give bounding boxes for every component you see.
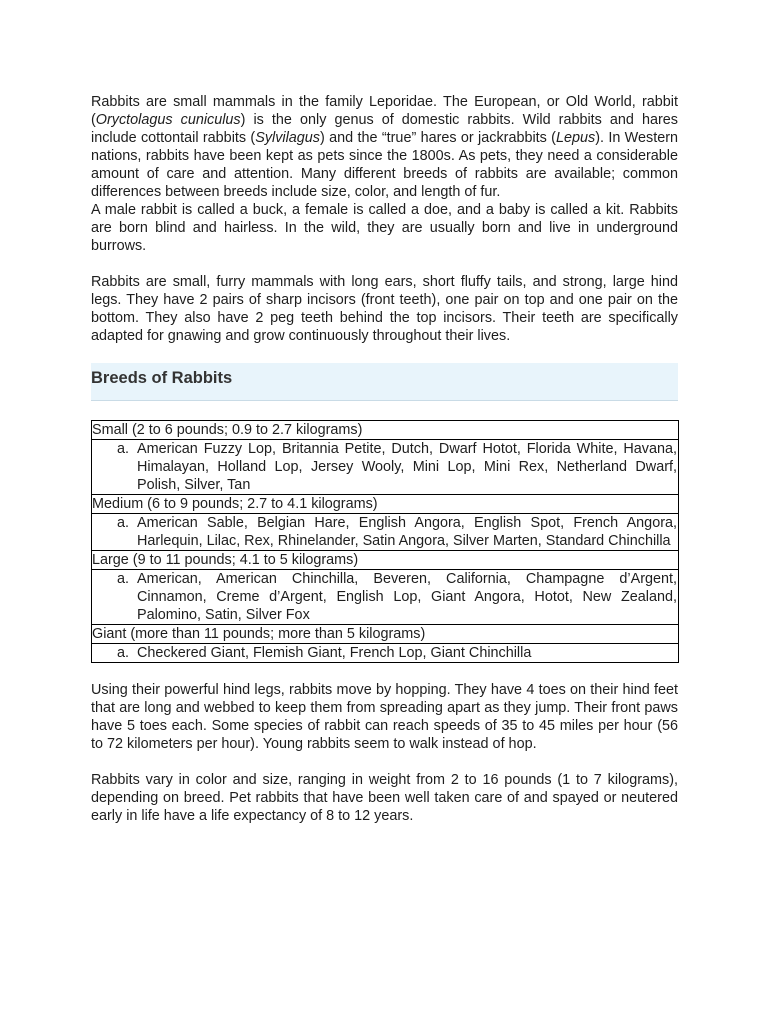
breed-names: American Sable, Belgian Hare, English Angora, English Spot, French Angora, Harlequin, Lilac, Rex, Rhinelander, Satin Angora, Silver Marten, Standard Chinchilla xyxy=(137,515,677,549)
document-page xyxy=(91,93,678,825)
intro-paragraph-1 xyxy=(91,93,678,201)
breed-list-cell xyxy=(92,644,679,663)
text-run: Rabbits are small mammals in the family Leporidae. The European, or Old World, rabbit ( xyxy=(91,94,678,128)
list-marker: a. xyxy=(117,441,130,457)
breed-names: American Fuzzy Lop, Britannia Petite, Dutch, Dwarf Hotot, Florida White, Havana, Himalayan, Holland Lop, Jersey Wooly, Mini Lop, Mini Rex, Netherland Dwarf, Polish, Silver, Tan xyxy=(137,441,677,493)
list-marker: a. xyxy=(117,571,130,587)
scientific-name: Lepus xyxy=(555,130,596,146)
breed-list-row xyxy=(92,514,679,551)
paragraph-spacer xyxy=(91,255,678,273)
breed-category-label: Large (9 to 11 pounds; 4.1 to 5 kilograms) xyxy=(92,551,679,570)
breed-category-row xyxy=(92,495,679,514)
movement-paragraph: Using their powerful hind legs, rabbits move by hopping. They have 4 toes on their hind feet that are long and webbed to keep them from spreading apart as they jump. Their front paws have 5 toes each. Some species of rabbit can reach speeds of 35 to 45 miles per hour (56 to 72 kilometers per hour). Young rabbits seem to walk instead of hop. xyxy=(91,682,678,752)
breed-category-row xyxy=(92,551,679,570)
breed-list-row xyxy=(92,440,679,495)
scientific-name: Sylvilagus xyxy=(255,130,321,146)
breed-list-cell xyxy=(92,440,679,495)
text-run: ) and the “true” hares or jackrabbits ( xyxy=(320,130,556,146)
breed-list-cell xyxy=(92,514,679,551)
breed-names: American, American Chinchilla, Beveren, California, Champagne d’Argent, Cinnamon, Creme d’Argent, English Lop, Giant Angora, Hotot, New Zealand, Palomino, Satin, Silver Fox xyxy=(137,571,677,623)
breed-category-label: Giant (more than 11 pounds; more than 5 kilograms) xyxy=(92,625,679,644)
breed-list-cell xyxy=(92,570,679,625)
size-lifespan-paragraph: Rabbits vary in color and size, ranging in weight from 2 to 16 pounds (1 to 7 kilograms), depending on breed. Pet rabbits that have been well taken care of and spayed or neutered early in life have a life expectancy of 8 to 12 years. xyxy=(91,772,678,824)
list-marker: a. xyxy=(117,515,130,531)
anatomy-paragraph: Rabbits are small, furry mammals with long ears, short fluffy tails, and strong, large hind legs. They have 2 pairs of sharp incisors (front teeth), one pair on top and one pair on the bottom. They also have 2 peg teeth behind the top incisors. Their teeth are specifically adapted for gnawing and grow continuously throughout their lives. xyxy=(91,274,678,344)
list-marker: a. xyxy=(117,645,130,661)
breed-list-row xyxy=(92,570,679,625)
section-heading-band xyxy=(91,363,678,401)
paragraph-spacer xyxy=(91,753,678,771)
section-heading: Breeds of Rabbits xyxy=(91,369,233,387)
intro-paragraph-2: A male rabbit is called a buck, a female is called a doe, and a baby is called a kit. Rabbits are born blind and hairless. In the wild, they are usually born and live in underground burrows. xyxy=(91,202,678,254)
breed-category-row xyxy=(92,625,679,644)
breeds-table xyxy=(91,420,679,663)
breed-list-row xyxy=(92,644,679,663)
breed-names: Checkered Giant, Flemish Giant, French Lop, Giant Chinchilla xyxy=(137,645,532,661)
breed-category-row xyxy=(92,421,679,440)
text-run: ) is the only genus of domestic rabbits. Wild rabbits and hares include cottontail rabbits ( xyxy=(91,112,678,146)
breed-category-label: Medium (6 to 9 pounds; 2.7 to 4.1 kilograms) xyxy=(92,495,679,514)
scientific-name: Oryctolagus cuniculus xyxy=(95,112,241,128)
breed-category-label: Small (2 to 6 pounds; 0.9 to 2.7 kilograms) xyxy=(92,421,679,440)
text-run: ). In Western nations, rabbits have been kept as pets since the 1800s. As pets, they need a considerable amount of care and attention. Many different breeds of rabbits are available; common differences between breeds include size, color, and length of fur. xyxy=(91,130,678,200)
